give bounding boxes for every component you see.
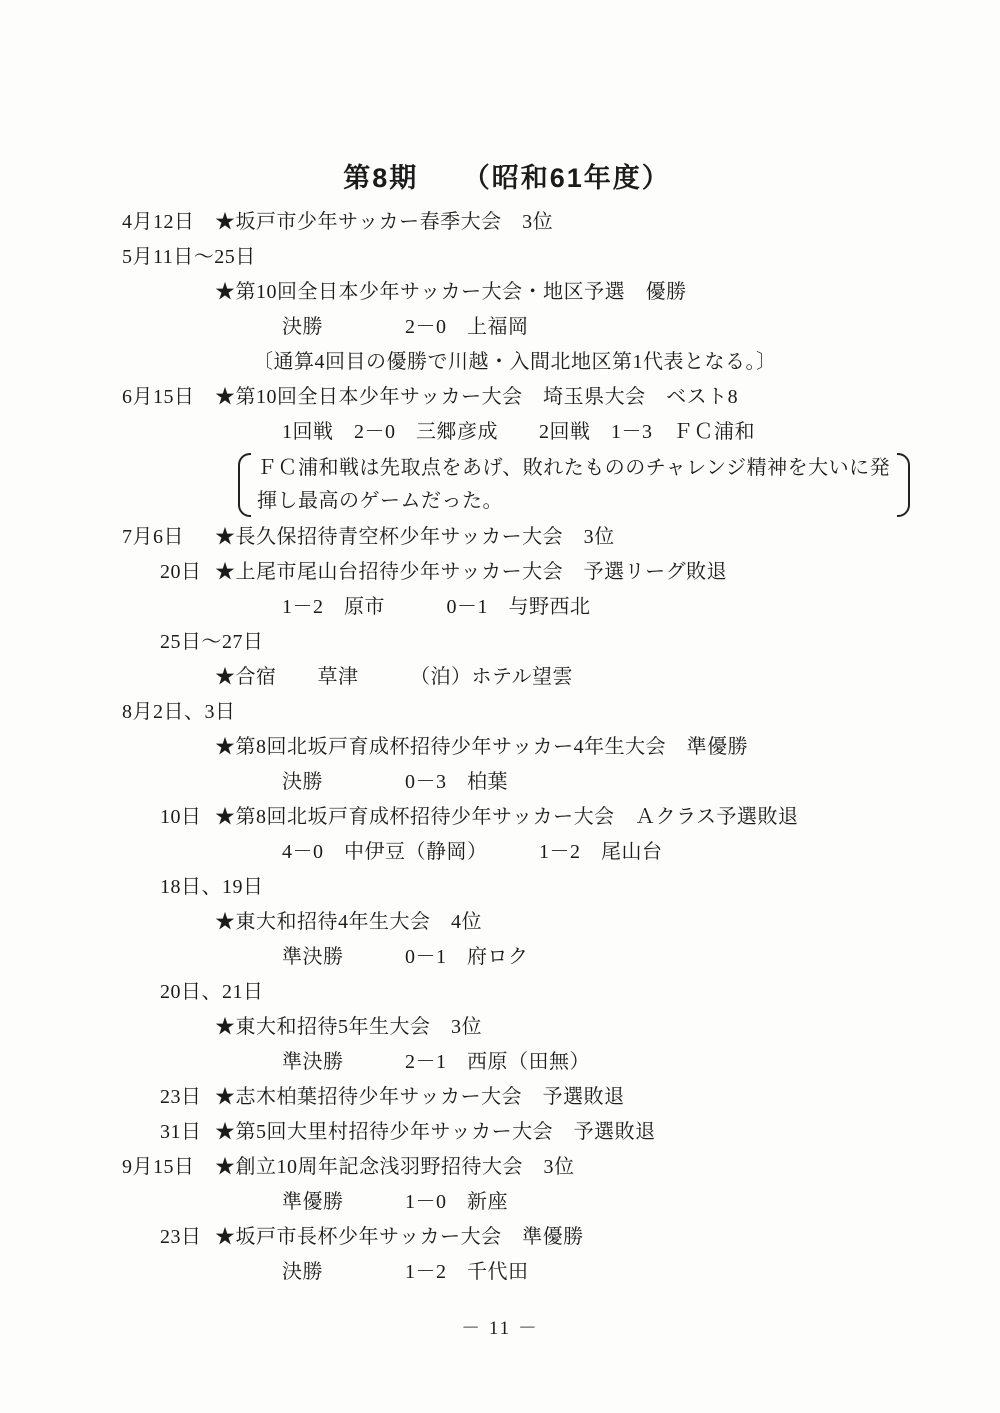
event-line [0, 1010, 1000, 1045]
event-line [0, 800, 1000, 835]
event-text: ★第5回大里村招待少年サッカー大会 予選敗退 [215, 1121, 656, 1143]
score-text: 決勝 1－2 千代田 [282, 1261, 529, 1283]
event-text: ★坂戸市少年サッカー春季大会 3位 [215, 211, 554, 233]
event-text: ★第8回北坂戸育成杯招待少年サッカー大会 Ａクラス予選敗退 [215, 806, 799, 828]
event-text: ★長久保招待青空杯少年サッカー大会 3位 [215, 526, 615, 548]
event-line [0, 590, 1000, 625]
date-label: 31日 [160, 1121, 202, 1143]
event-text: ★志木柏葉招待少年サッカー大会 予選敗退 [215, 1086, 625, 1108]
page-title: 第8期 （昭和61年度） [343, 163, 671, 194]
event-line [0, 1045, 1000, 1080]
date-label: 23日 [160, 1226, 202, 1248]
date-label: 20日、21日 [160, 981, 264, 1003]
score-text: 決勝 2－0 上福岡 [282, 316, 529, 338]
event-line [0, 1220, 1000, 1255]
event-text: ★坂戸市長杯少年サッカー大会 準優勝 [215, 1226, 584, 1248]
event-line [0, 1080, 1000, 1115]
right-bracket-glyph [897, 453, 910, 517]
event-line [0, 345, 1000, 380]
score-text: 準優勝 1－0 新座 [282, 1191, 508, 1213]
event-line [0, 380, 1000, 415]
event-line [0, 240, 1000, 275]
event-line [0, 625, 1000, 660]
event-line [0, 275, 1000, 310]
event-line [0, 310, 1000, 345]
score-text: 準決勝 0－1 府ロク [282, 946, 529, 968]
event-line [0, 870, 1000, 905]
date-label: 6月15日 [122, 386, 195, 408]
bracket-note [251, 450, 897, 520]
score-text: 準決勝 2－1 西原（田無） [282, 1051, 590, 1073]
score-text: 1回戦 2－0 三郷彦成 2回戦 1－3 ＦＣ浦和 [282, 421, 755, 443]
event-line [0, 765, 1000, 800]
bracket-note-line: ＦＣ浦和戦は先取点をあげ、敗れたもののチャレンジ精神を大いに発 [257, 457, 891, 479]
score-text: 4－0 中伊豆（静岡） 1－2 尾山台 [282, 841, 663, 863]
event-line [0, 1185, 1000, 1220]
event-line [0, 940, 1000, 975]
event-line [0, 1115, 1000, 1150]
event-line [0, 1255, 1000, 1290]
event-line [0, 205, 1000, 240]
event-line [0, 520, 1000, 555]
event-line [0, 905, 1000, 940]
event-line [0, 730, 1000, 765]
event-text: ★東大和招待4年生大会 4位 [215, 911, 482, 933]
date-label: 25日～27日 [160, 631, 264, 653]
event-line [0, 975, 1000, 1010]
event-line [0, 450, 1000, 520]
left-bracket-glyph [238, 453, 251, 517]
event-line [0, 695, 1000, 730]
date-label: 9月15日 [122, 1156, 195, 1178]
event-text: ★第10回全日本少年サッカー大会・地区予選 優勝 [215, 281, 687, 303]
score-text: 1－2 原市 0－1 与野西北 [282, 596, 591, 618]
event-line [0, 555, 1000, 590]
note-text: 〔通算4回目の優勝で川越・入間北地区第1代表となる。〕 [253, 351, 777, 373]
date-label: 7月6日 [122, 526, 184, 548]
event-line [0, 415, 1000, 450]
event-line [0, 835, 1000, 870]
event-line [0, 660, 1000, 695]
event-line [0, 1150, 1000, 1185]
event-text: ★創立10周年記念浅羽野招待大会 3位 [215, 1156, 575, 1178]
page-number: － 11 － [461, 1318, 539, 1339]
date-label: 5月11日～25日 [122, 246, 256, 268]
event-text: ★上尾市尾山台招待少年サッカー大会 予選リーグ敗退 [215, 561, 728, 583]
date-label: 23日 [160, 1086, 202, 1108]
event-text: ★合宿 草津 （泊）ホテル望雲 [215, 666, 573, 688]
date-label: 18日、19日 [160, 876, 264, 898]
date-label: 20日 [160, 561, 202, 583]
date-label: 8月2日、3日 [122, 701, 236, 723]
date-label: 4月12日 [122, 211, 195, 233]
date-label: 10日 [160, 806, 202, 828]
score-text: 決勝 0－3 柏葉 [282, 771, 508, 793]
event-list [0, 205, 1000, 1290]
event-text: ★東大和招待5年生大会 3位 [215, 1016, 482, 1038]
bracket-note-line: 揮し最高のゲームだった。 [257, 490, 503, 512]
event-text: ★第8回北坂戸育成杯招待少年サッカー4年生大会 準優勝 [215, 736, 749, 758]
event-text: ★第10回全日本少年サッカー大会 埼玉県大会 ベスト8 [215, 386, 739, 408]
